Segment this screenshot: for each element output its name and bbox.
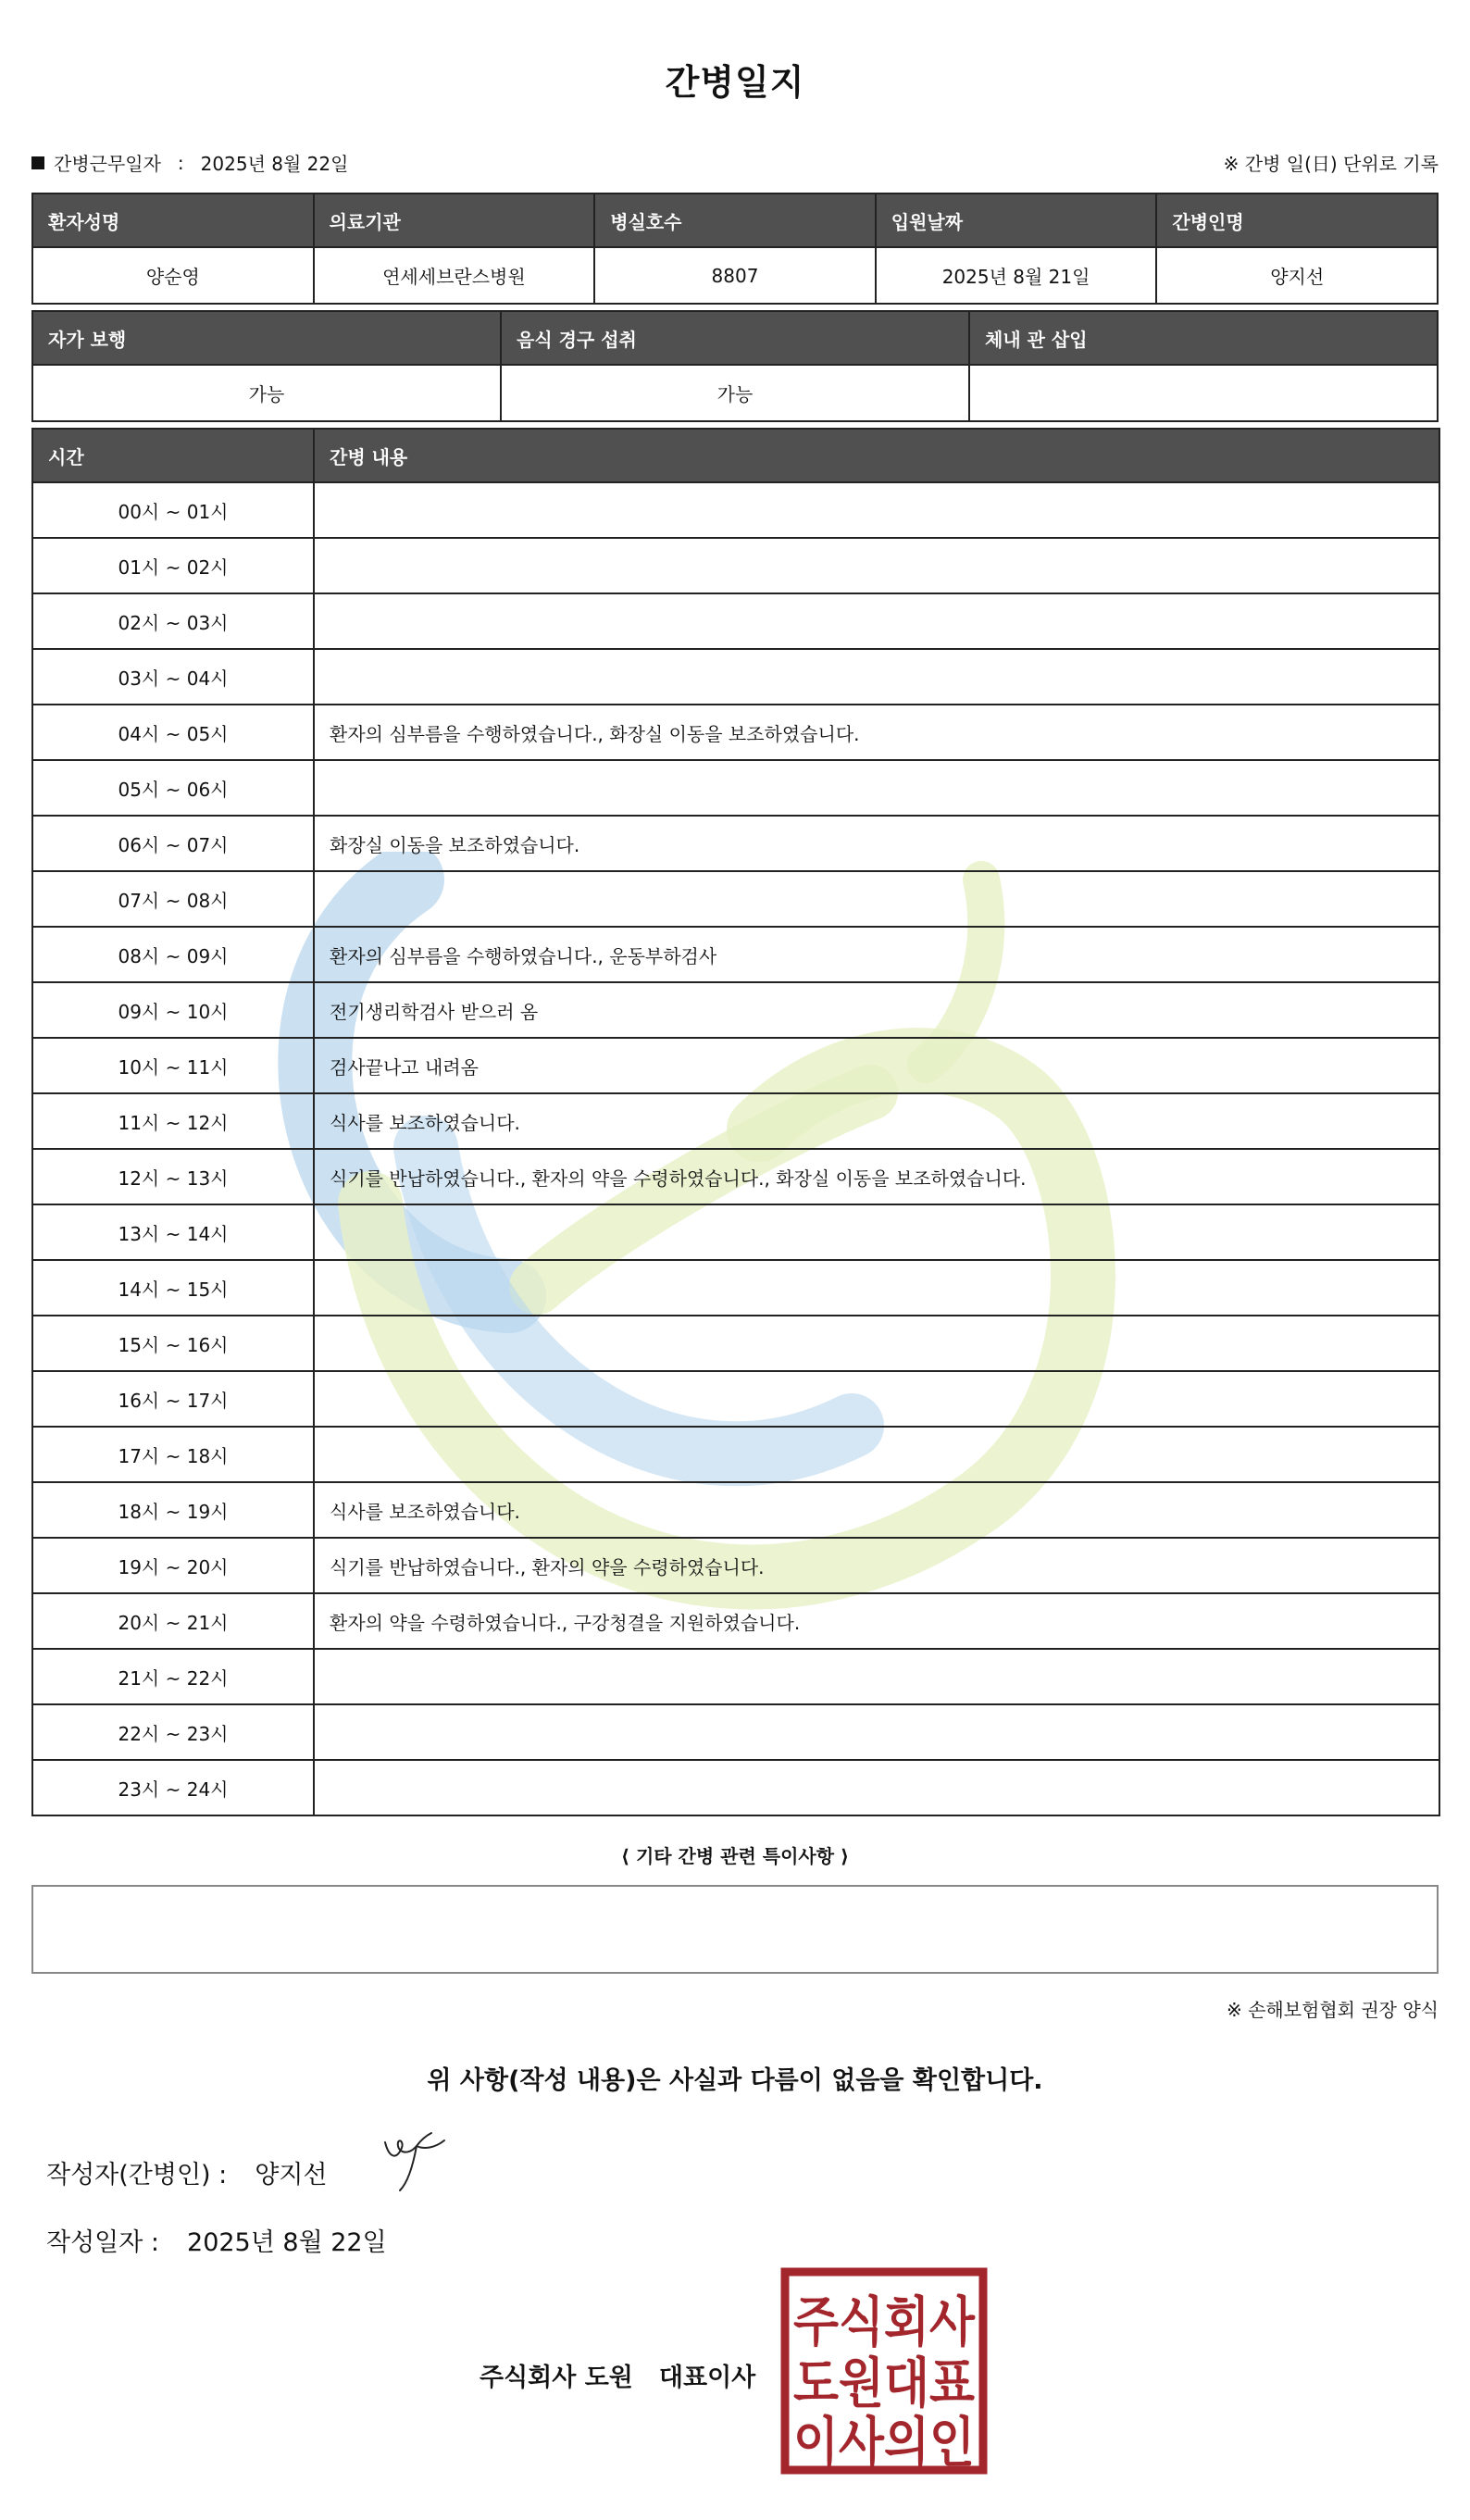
- care-content: 식기를 반납하였습니다., 환자의 약을 수령하였습니다.: [314, 1538, 1439, 1593]
- time-slot: 11시 ~ 12시: [32, 1093, 314, 1149]
- table-row: [32, 247, 1438, 304]
- confirmation-statement: 위 사항(작성 내용)은 사실과 다름이 없음을 확인합니다.: [427, 2066, 1043, 2095]
- table-row: [32, 1260, 1439, 1316]
- time-slot: 17시 ~ 18시: [32, 1427, 314, 1482]
- patient-info-table: [31, 193, 1439, 305]
- svg-text:주식회사: 주식회사: [793, 2290, 976, 2353]
- header-tube-insertion: 체내 관 삽입: [969, 311, 1438, 365]
- patient-status-table: [31, 310, 1439, 422]
- table-row: [32, 1038, 1439, 1093]
- care-content: [314, 760, 1439, 816]
- hospital: 연세세브란스병원: [314, 247, 595, 304]
- svg-text:이사의인: 이사의인: [793, 2411, 975, 2474]
- company-name: 주식회사 도원: [480, 2364, 633, 2392]
- oral-intake-value: 가능: [501, 365, 969, 421]
- table-row: [32, 1149, 1439, 1204]
- care-content: 전기생리학검사 받으러 옴: [314, 982, 1439, 1038]
- care-content: 검사끝나고 내려옴: [314, 1038, 1439, 1093]
- time-slot: 01시 ~ 02시: [32, 538, 314, 593]
- care-content: [314, 1204, 1439, 1260]
- bullet-square-icon: [31, 156, 44, 169]
- header-patient-name: 환자성명: [32, 193, 314, 247]
- table-row: [32, 1704, 1439, 1760]
- writer-name: 양지선: [255, 2161, 328, 2189]
- table-row: [32, 1593, 1439, 1649]
- special-notes-title: ⟨ 기타 간병 관련 특이사항 ⟩: [620, 1845, 850, 1867]
- care-content: [314, 1649, 1439, 1704]
- work-date-value: 2025년 8월 22일: [200, 153, 349, 175]
- care-content: 화장실 이동을 보조하였습니다.: [314, 816, 1439, 871]
- work-date-row: [31, 149, 348, 176]
- care-content: [314, 1704, 1439, 1760]
- time-slot: 09시 ~ 10시: [32, 982, 314, 1038]
- header-hospital: 의료기관: [314, 193, 595, 247]
- time-slot: 03시 ~ 04시: [32, 649, 314, 705]
- tube-insertion-value: [969, 365, 1438, 421]
- time-slot: 20시 ~ 21시: [32, 1593, 314, 1649]
- care-content: [314, 482, 1439, 538]
- time-slot: 22시 ~ 23시: [32, 1704, 314, 1760]
- care-content: 식기를 반납하였습니다., 환자의 약을 수령하였습니다., 화장실 이동을 보조하였습니다.: [314, 1149, 1439, 1204]
- table-row: [32, 705, 1439, 760]
- caregiver-name: 양지선: [1156, 247, 1438, 304]
- table-row: [32, 1204, 1439, 1260]
- time-slot: 05시 ~ 06시: [32, 760, 314, 816]
- patient-name: 양순영: [32, 247, 314, 304]
- time-slot: 18시 ~ 19시: [32, 1482, 314, 1538]
- special-notes-box: [31, 1885, 1439, 1974]
- time-slot: 10시 ~ 11시: [32, 1038, 314, 1093]
- care-content: [314, 871, 1439, 927]
- table-row: [32, 482, 1439, 538]
- time-slot: 00시 ~ 01시: [32, 482, 314, 538]
- care-content: [314, 1260, 1439, 1316]
- care-content: 식사를 보조하였습니다.: [314, 1482, 1439, 1538]
- table-header-row: [32, 429, 1439, 482]
- record-unit-note: ※ 간병 일(日) 단위로 기록: [1223, 153, 1439, 175]
- care-content: [314, 1760, 1439, 1815]
- work-date-separator: :: [177, 151, 184, 174]
- header-self-walking: 자가 보행: [32, 311, 501, 365]
- time-slot: 12시 ~ 13시: [32, 1149, 314, 1204]
- admission-date: 2025년 8월 21일: [876, 247, 1157, 304]
- care-content: [314, 1316, 1439, 1371]
- time-slot: 07시 ~ 08시: [32, 871, 314, 927]
- written-date-label: 작성일자 :: [46, 2228, 160, 2257]
- time-slot: 15시 ~ 16시: [32, 1316, 314, 1371]
- header-caregiver-name: 간병인명: [1156, 193, 1438, 247]
- page-title: 간병일지: [665, 62, 805, 103]
- company-seal: [779, 2266, 989, 2476]
- table-row: [32, 1649, 1439, 1704]
- care-content: [314, 538, 1439, 593]
- table-row: [32, 927, 1439, 982]
- table-row: [32, 871, 1439, 927]
- table-row: [32, 1482, 1439, 1538]
- table-row: [32, 1371, 1439, 1427]
- table-header-row: [32, 311, 1438, 365]
- table-row: [32, 1093, 1439, 1149]
- written-date-row: [46, 2222, 387, 2258]
- time-slot: 13시 ~ 14시: [32, 1204, 314, 1260]
- company-title: 대표이사: [658, 2364, 756, 2392]
- time-slot: 19시 ~ 20시: [32, 1538, 314, 1593]
- time-slot: 06시 ~ 07시: [32, 816, 314, 871]
- care-content: 환자의 심부름을 수행하였습니다., 운동부하검사: [314, 927, 1439, 982]
- table-row: [32, 760, 1439, 816]
- time-slot: 08시 ~ 09시: [32, 927, 314, 982]
- table-row: [32, 593, 1439, 649]
- header-admission-date: 입원날짜: [876, 193, 1157, 247]
- table-row: [32, 1760, 1439, 1815]
- table-row: [32, 816, 1439, 871]
- care-content: 환자의 약을 수령하였습니다., 구강청결을 지원하였습니다.: [314, 1593, 1439, 1649]
- room-number: 8807: [594, 247, 876, 304]
- time-slot: 14시 ~ 15시: [32, 1260, 314, 1316]
- header-time: 시간: [32, 429, 314, 482]
- recommended-form-note: ※ 손해보험협회 권장 양식: [1226, 1999, 1439, 2021]
- table-row: [32, 538, 1439, 593]
- care-content: [314, 593, 1439, 649]
- table-row: [32, 982, 1439, 1038]
- time-slot: 02시 ~ 03시: [32, 593, 314, 649]
- care-content: [314, 1427, 1439, 1482]
- care-log-table: [31, 428, 1440, 1816]
- handwritten-signature: [380, 2129, 454, 2196]
- table-header-row: [32, 193, 1438, 247]
- writer-row: [46, 2154, 328, 2190]
- time-slot: 16시 ~ 17시: [32, 1371, 314, 1427]
- care-content: 식사를 보조하였습니다.: [314, 1093, 1439, 1149]
- time-slot: 23시 ~ 24시: [32, 1760, 314, 1815]
- care-content: [314, 1371, 1439, 1427]
- written-date-value: 2025년 8월 22일: [187, 2228, 387, 2257]
- care-content: 환자의 심부름을 수행하였습니다., 화장실 이동을 보조하였습니다.: [314, 705, 1439, 760]
- table-row: [32, 649, 1439, 705]
- time-slot: 21시 ~ 22시: [32, 1649, 314, 1704]
- time-slot: 04시 ~ 05시: [32, 705, 314, 760]
- care-content: [314, 649, 1439, 705]
- company-row: [480, 2357, 755, 2393]
- work-date-label: 간병근무일자: [54, 153, 161, 175]
- table-row: [32, 1316, 1439, 1371]
- self-walking-value: 가능: [32, 365, 501, 421]
- care-log-rows: [32, 482, 1439, 1815]
- table-row: [32, 1427, 1439, 1482]
- header-room-number: 병실호수: [594, 193, 876, 247]
- header-care-content: 간병 내용: [314, 429, 1439, 482]
- table-row: [32, 1538, 1439, 1593]
- svg-text:도원대표: 도원대표: [793, 2352, 975, 2414]
- table-row: [32, 365, 1438, 421]
- header-oral-intake: 음식 경구 섭취: [501, 311, 969, 365]
- writer-label: 작성자(간병인) :: [46, 2161, 228, 2189]
